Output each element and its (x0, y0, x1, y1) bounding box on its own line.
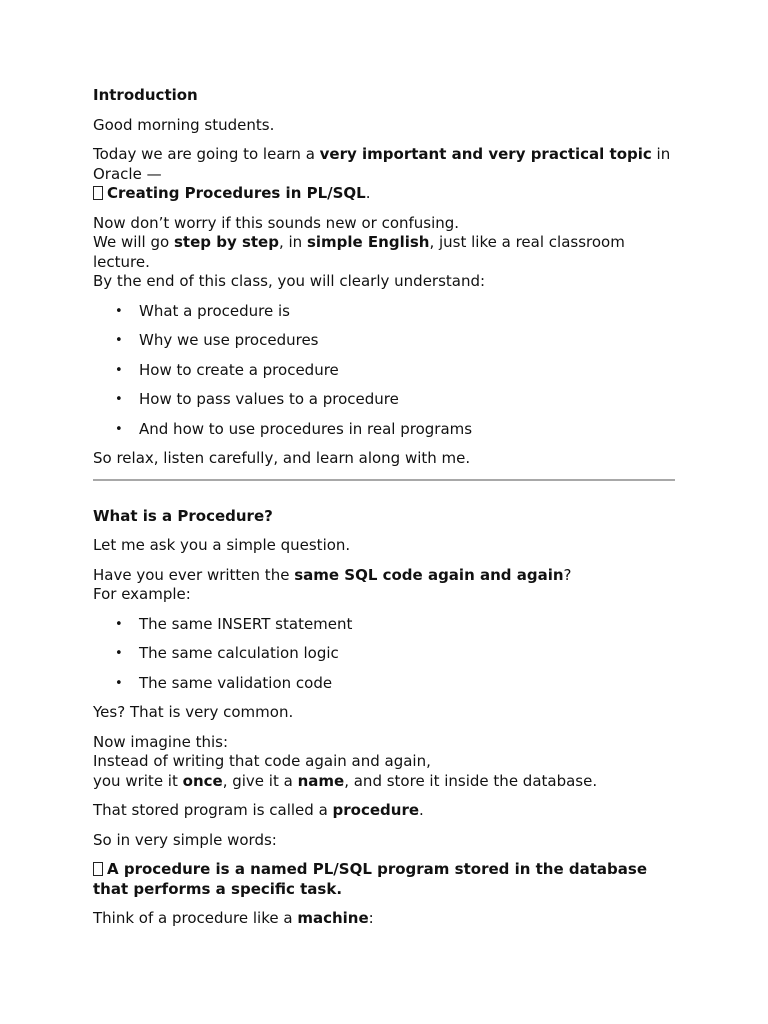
list-item: • And how to use procedures in real programs (139, 420, 675, 440)
machine-bold: machine (297, 909, 369, 927)
list-item: • The same validation code (139, 674, 675, 694)
imagine-paragraph (93, 733, 675, 792)
for-example-text: For example: (93, 585, 191, 603)
today-post: in Oracle — (93, 145, 671, 183)
write-text: you write it (93, 771, 183, 790)
instead-text: Instead of writing that code again and again, (93, 752, 431, 770)
stored-paragraph (93, 801, 675, 821)
yes-paragraph: Yes? That is very common. (93, 703, 294, 721)
write-bold-1: once (182, 771, 223, 790)
worry-text: Now don’t worry if this sounds new or confusing. (93, 213, 460, 232)
stored-post: . (419, 801, 424, 819)
have-post: ? (563, 565, 572, 584)
today-bold: very important and very practical topic (319, 145, 652, 163)
ask-paragraph: Let me ask you a simple question. (93, 536, 351, 554)
machine-post: : (368, 909, 374, 927)
definition-bold: A procedure is a named PL/SQL program stored in the database that performs a specific task. (93, 860, 647, 898)
go-text: We will go (93, 233, 174, 251)
machine-text: Think of a procedure like a (93, 909, 298, 927)
intro-heading: Introduction (93, 86, 198, 104)
end-line: By the end of this class, you will clearly understand: (93, 272, 486, 290)
list-item: • What a procedure is (139, 302, 675, 322)
write-mid: , give it a (222, 771, 298, 790)
example-list (93, 615, 675, 694)
horizontal-divider (93, 479, 675, 481)
list-item: • The same INSERT statement (139, 615, 675, 635)
list-item: • How to pass values to a procedure (139, 390, 675, 410)
stored-bold: procedure (332, 801, 420, 819)
today-paragraph (93, 145, 675, 204)
intro-list (93, 302, 675, 440)
section-heading: What is a Procedure? (93, 506, 273, 525)
missing-glyph-icon (93, 862, 103, 876)
go-post: , just like a real classroom lecture. (93, 233, 625, 271)
machine-paragraph (93, 909, 675, 929)
greeting-paragraph: Good morning students. (93, 115, 275, 134)
have-text: Have you ever written the (93, 565, 295, 584)
have-bold: same SQL code again and again (294, 565, 564, 584)
write-bold-2: name (297, 771, 345, 790)
go-bold-1: step by step (173, 233, 279, 251)
go-mid: , in (278, 233, 307, 251)
today-text: Today we are going to learn a (93, 145, 320, 163)
list-item: • How to create a procedure (139, 361, 675, 381)
stored-text: That stored program is called a (93, 801, 333, 819)
topic-post: . (365, 184, 371, 202)
worry-paragraph (93, 214, 675, 292)
go-bold-2: simple English (306, 233, 430, 251)
topic-bold: Creating Procedures in PL/SQL (107, 184, 366, 202)
write-post: , and store it inside the database. (344, 771, 598, 790)
simple-paragraph: So in very simple words: (93, 830, 277, 849)
imagine-text: Now imagine this: (93, 732, 229, 751)
relax-paragraph: So relax, listen carefully, and learn along with me. (93, 449, 471, 467)
list-item: • Why we use procedures (139, 331, 675, 351)
have-paragraph (93, 566, 675, 605)
list-item: • The same calculation logic (139, 644, 675, 664)
definition-paragraph (93, 860, 675, 899)
missing-glyph-icon (93, 186, 103, 200)
